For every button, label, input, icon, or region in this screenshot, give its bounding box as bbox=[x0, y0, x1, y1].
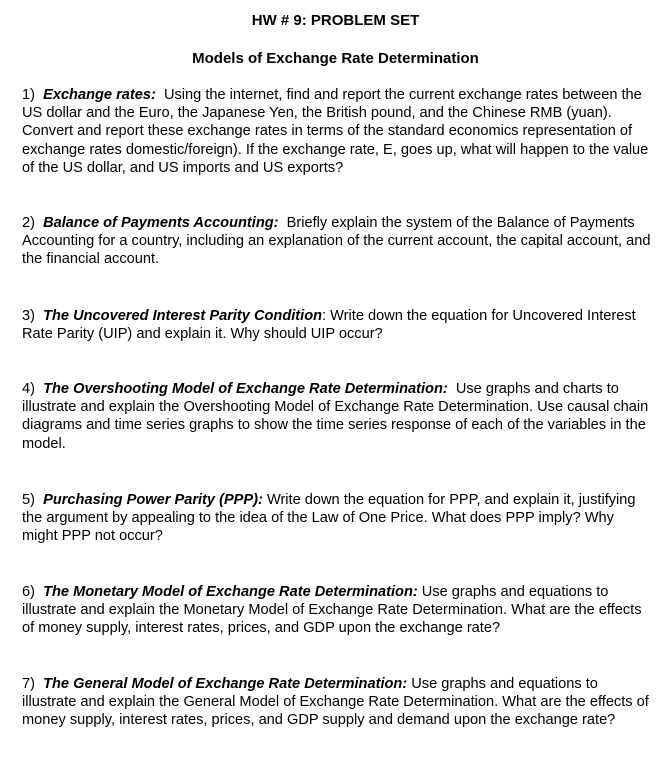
problem-body: Use graphs and equations to illustrate and explain the Monetary Model of Exchange Rate Determination. What are the effects of money supply, interest rates, prices, and GDP upon the exchange rate? bbox=[22, 584, 642, 637]
problem-1 bbox=[22, 86, 652, 177]
problem-heading: The Overshooting Model of Exchange Rate Determination: bbox=[43, 381, 448, 397]
problem-number: 2) bbox=[22, 215, 35, 231]
problem-5 bbox=[22, 491, 652, 546]
problem-6 bbox=[22, 583, 652, 638]
document-subtitle: Models of Exchange Rate Determination bbox=[192, 50, 479, 67]
problem-2 bbox=[22, 214, 652, 269]
problem-body: Write down the equation for PPP, and explain it, justifying the argument by appealing to the idea of the Law of One Price. What does PPP imply? Why might PPP not occur? bbox=[22, 492, 636, 545]
problem-7 bbox=[22, 675, 652, 730]
problem-heading: Balance of Payments Accounting: bbox=[43, 215, 279, 231]
problem-heading: Exchange rates: bbox=[43, 87, 156, 103]
problem-number: 5) bbox=[22, 492, 35, 508]
problem-number: 6) bbox=[22, 584, 35, 600]
problem-body: Briefly explain the system of the Balance of Payments Accounting for a country, including an explanation of the current account, the capital account, and the financial account. bbox=[22, 215, 651, 268]
problem-heading: Purchasing Power Parity (PPP): bbox=[43, 492, 263, 508]
problem-body: Use graphs and charts to illustrate and explain the Overshooting Model of Exchange Rate Determination. Use causal chain diagrams and time series graphs to show the time series response of each of the variables in the model. bbox=[22, 381, 649, 452]
problem-number: 7) bbox=[22, 676, 35, 692]
problem-number: 3) bbox=[22, 308, 35, 324]
problem-3 bbox=[22, 307, 652, 343]
problem-body: Use graphs and equations to illustrate and explain the General Model of Exchange Rate Determination. What are the effects of money supply, interest rates, prices, and GDP supply and demand upon the exchange rate? bbox=[22, 676, 649, 729]
problem-number: 1) bbox=[22, 87, 35, 103]
problem-4 bbox=[22, 380, 652, 453]
problem-body: : Write down the equation for Uncovered Interest Rate Parity (UIP) and explain it. Why should UIP occur? bbox=[22, 308, 636, 343]
problem-heading: The Uncovered Interest Parity Condition bbox=[43, 308, 323, 324]
problem-heading: The General Model of Exchange Rate Determination: bbox=[43, 676, 408, 692]
problem-number: 4) bbox=[22, 381, 35, 397]
problem-body: Using the internet, find and report the current exchange rates between the US dollar and the Euro, the Japanese Yen, the British pound, and the Chinese RMB (yuan). Convert and report these exchange rates in terms of the standard economics representation of exchange rates domestic/foreign). If the exchange rate, E, goes up, what will happen to the value of the US dollar, and US imports and US exports? bbox=[22, 87, 649, 176]
document-title: HW # 9: PROBLEM SET bbox=[251, 12, 420, 29]
problem-heading: The Monetary Model of Exchange Rate Determination: bbox=[43, 584, 418, 600]
